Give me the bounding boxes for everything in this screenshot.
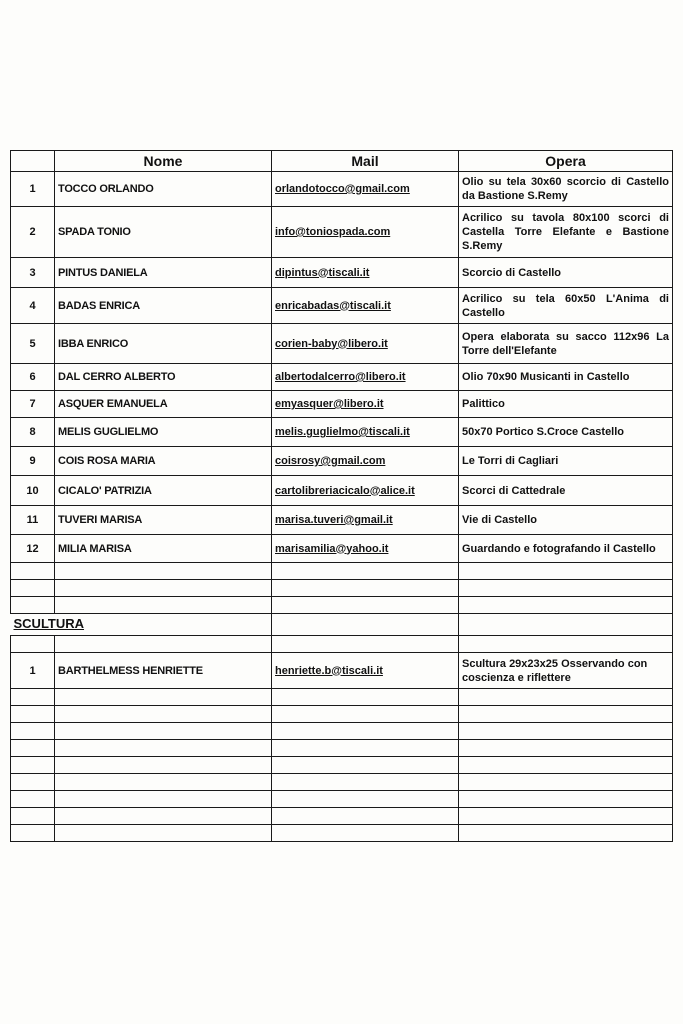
artist-email[interactable] — [272, 288, 459, 324]
table-row — [11, 391, 673, 418]
artist-email[interactable] — [272, 506, 459, 535]
table-row — [11, 447, 673, 476]
artist-name: BARTHELMESS HENRIETTE — [55, 653, 272, 689]
header-row — [11, 151, 673, 172]
empty-row — [11, 689, 673, 706]
artwork-description: Acrilico su tela 60x50 L'Anima di Castello — [459, 288, 673, 324]
email-link[interactable]: corien-baby@libero.it — [275, 337, 388, 350]
table-row — [11, 364, 673, 391]
empty-row — [11, 636, 673, 653]
header-num — [11, 151, 55, 172]
document-sheet — [10, 150, 672, 842]
email-link[interactable]: marisa.tuveri@gmail.it — [275, 514, 393, 526]
artist-email[interactable] — [272, 418, 459, 447]
artist-email[interactable] — [272, 172, 459, 207]
table-row — [11, 476, 673, 506]
email-link[interactable]: emyasquer@libero.it — [275, 398, 384, 410]
table-row — [11, 258, 673, 288]
empty-row — [11, 825, 673, 842]
artwork-description: 50x70 Portico S.Croce Castello — [459, 418, 673, 447]
email-link[interactable]: henriette.b@tiscali.it — [275, 664, 383, 677]
artwork-description: Guardando e fotografando il Castello — [459, 535, 673, 563]
empty-row — [11, 808, 673, 825]
empty-row — [11, 774, 673, 791]
table-row — [11, 653, 673, 689]
artist-name: TUVERI MARISA — [55, 506, 272, 535]
artist-name: SPADA TONIO — [55, 207, 272, 258]
table-row — [11, 418, 673, 447]
artwork-description: Opera elaborata su sacco 112x96 La Torre dell'Elefante — [459, 324, 673, 364]
row-number: 3 — [11, 258, 55, 288]
artist-name: PINTUS DANIELA — [55, 258, 272, 288]
email-link[interactable]: cartolibreriacicalo@alice.it — [275, 484, 415, 497]
email-link[interactable]: orlandotocco@gmail.com — [275, 183, 410, 195]
row-number: 2 — [11, 207, 55, 258]
artist-email[interactable] — [272, 447, 459, 476]
artist-name: TOCCO ORLANDO — [55, 172, 272, 207]
header-nome: Nome — [55, 151, 272, 172]
header-mail: Mail — [272, 151, 459, 172]
artwork-description: Acrilico su tavola 80x100 scorci di Castella Torre Elefante e Bastione S.Remy — [459, 207, 673, 258]
table-row — [11, 172, 673, 207]
artwork-description: Palittico — [459, 391, 673, 418]
empty-row — [11, 706, 673, 723]
empty-row — [11, 740, 673, 757]
empty-row — [11, 563, 673, 580]
header-opera: Opera — [459, 151, 673, 172]
empty-row — [11, 757, 673, 774]
artist-name: BADAS ENRICA — [55, 288, 272, 324]
artist-email[interactable] — [272, 258, 459, 288]
artist-name: ASQUER EMANUELA — [55, 391, 272, 418]
row-number: 8 — [11, 418, 55, 447]
artist-name: DAL CERRO ALBERTO — [55, 364, 272, 391]
row-number: 9 — [11, 447, 55, 476]
artwork-description: Scorcio di Castello — [459, 258, 673, 288]
email-link[interactable]: melis.guglielmo@tiscali.it — [275, 426, 410, 438]
artist-name: MELIS GUGLIELMO — [55, 418, 272, 447]
artist-email[interactable] — [272, 207, 459, 258]
row-number: 4 — [11, 288, 55, 324]
artwork-description: Olio su tela 30x60 scorcio di Castello da Bastione S.Remy — [459, 172, 673, 207]
artwork-description: Scorci di Cattedrale — [459, 476, 673, 506]
email-link[interactable]: dipintus@tiscali.it — [275, 266, 370, 279]
artists-table — [10, 150, 673, 842]
row-number: 1 — [11, 653, 55, 689]
row-number: 1 — [11, 172, 55, 207]
empty-row — [11, 580, 673, 597]
artist-email[interactable] — [272, 476, 459, 506]
section-label-scultura: SCULTURA — [13, 616, 85, 631]
email-link[interactable]: info@toniospada.com — [275, 226, 391, 238]
email-link[interactable]: coisrosy@gmail.com — [275, 455, 386, 467]
artwork-description: Vie di Castello — [459, 506, 673, 535]
artist-name: MILIA MARISA — [55, 535, 272, 563]
row-number: 10 — [11, 476, 55, 506]
empty-row — [11, 597, 673, 614]
artist-email[interactable] — [272, 653, 459, 689]
row-number: 7 — [11, 391, 55, 418]
empty-row — [11, 791, 673, 808]
empty-row — [11, 723, 673, 740]
table-row — [11, 288, 673, 324]
row-number: 6 — [11, 364, 55, 391]
table-row — [11, 506, 673, 535]
table-row — [11, 324, 673, 364]
email-link[interactable]: enricabadas@tiscali.it — [275, 299, 391, 312]
artwork-description: Le Torri di Cagliari — [459, 447, 673, 476]
row-number: 12 — [11, 535, 55, 563]
artwork-description: Olio 70x90 Musicanti in Castello — [459, 364, 673, 391]
artwork-description: Scultura 29x23x25 Osservando con coscienza e riflettere — [459, 653, 673, 689]
row-number: 5 — [11, 324, 55, 364]
email-link[interactable]: marisamilia@yahoo.it — [275, 542, 389, 555]
artist-email[interactable] — [272, 535, 459, 563]
row-number: 11 — [11, 506, 55, 535]
table-row — [11, 207, 673, 258]
artist-name: COIS ROSA MARIA — [55, 447, 272, 476]
artist-name: CICALO' PATRIZIA — [55, 476, 272, 506]
table-row — [11, 535, 673, 563]
artist-email[interactable] — [272, 391, 459, 418]
section-row — [11, 614, 673, 636]
artist-email[interactable] — [272, 324, 459, 364]
artist-name: IBBA ENRICO — [55, 324, 272, 364]
artist-email[interactable] — [272, 364, 459, 391]
email-link[interactable]: albertodalcerro@libero.it — [275, 371, 406, 383]
